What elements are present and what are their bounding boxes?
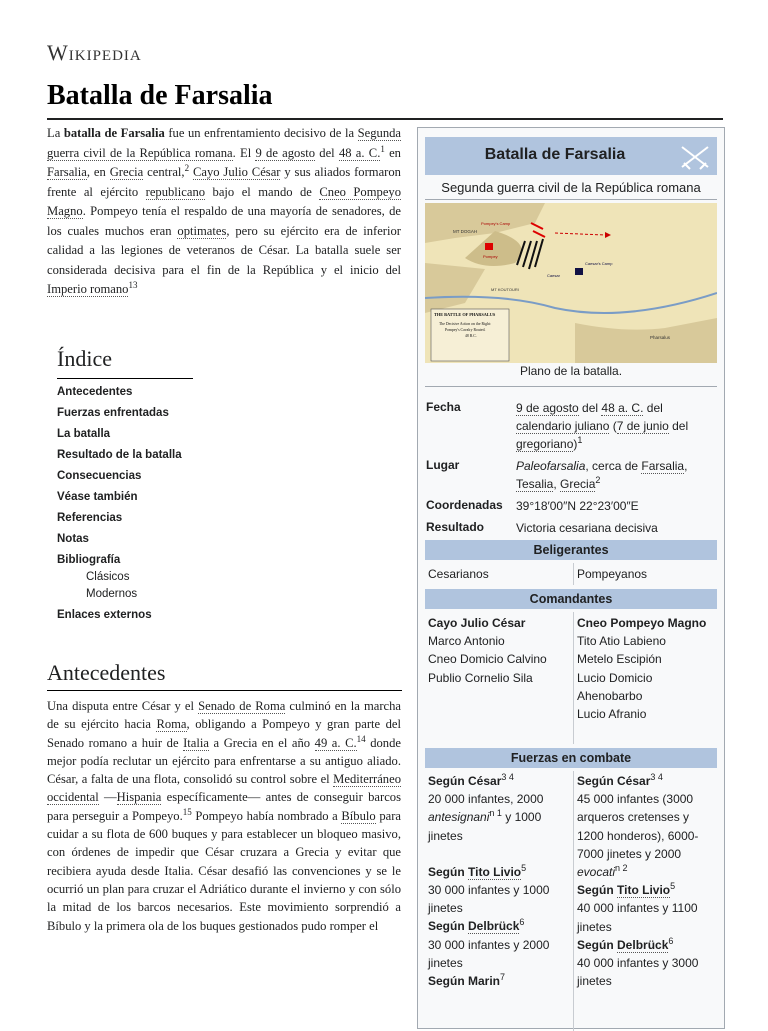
link-fecha-48-ac[interactable]: 48 a. C. [601,401,644,415]
comandante-domicio-calvino[interactable]: Cneo Domicio Calvino [428,652,547,667]
page-title: Batalla de Farsalia [47,80,273,111]
comandantes-right [577,614,717,723]
link-delbruck-right[interactable]: Delbrück [617,937,669,952]
ref-5-right[interactable]: 5 [670,881,676,892]
toc-item-enlaces-externos[interactable]: Enlaces externos [57,609,152,621]
ref-13[interactable]: 13 [128,279,138,290]
link-9-agosto[interactable]: 9 de agosto [255,145,316,160]
ref-1[interactable]: 1 [380,143,385,154]
crossed-swords-icon [679,141,711,171]
link-grecia[interactable]: Grecia [109,165,144,179]
comandante-escipion[interactable]: Metelo Escipión [577,652,662,667]
fuerzas-header: Fuerzas en combate [425,748,717,768]
link-mediterraneo[interactable]: Mediterráneo occidental [47,772,401,805]
link-cneo-pompeyo[interactable]: Cneo Pompeyo Magno [47,184,402,218]
link-48-ac[interactable]: 48 a. C. [338,145,381,160]
toc-title: Índice [57,346,112,371]
link-segunda-guerra-civil[interactable]: Segunda guerra civil de la República romana [47,126,401,160]
toc-subitem-clasicos[interactable]: Clásicos [86,571,130,583]
comandante-cesar[interactable]: Cayo Julio César [428,616,526,630]
comandantes-header: Comandantes [425,589,717,609]
toc-item-bibliografia[interactable]: Bibliografía [57,554,121,566]
note-n2[interactable]: n 2 [615,863,628,874]
link-lugar-farsalia[interactable]: Farsalia [641,459,685,473]
map-caesar-camp-marker [575,268,583,275]
link-republicano[interactable]: republicano [145,184,206,199]
section-title-antecedentes: Antecedentes [47,660,166,685]
fecha-label: Fecha [426,400,461,414]
infobox-divider [425,386,717,387]
infobox-subtitle[interactable]: Segunda guerra civil de la República romana [425,180,717,200]
column-separator [573,563,574,585]
lugar-label: Lugar [426,458,460,472]
fuerzas-right: Según César$^{3 4}$ 45 000 infantes (3000 arqueros cretenses y 1200 honderos), 6000-7000 jinetes y 2000 evocati$^{n 2}$ Según Tito Livio$^5$ 40 000 infantes y 1100 jinetes Según Delbrück$^6$ 40 000 infantes y 3000 jinetes [577,772,699,989]
link-roma[interactable]: Roma [156,717,187,732]
column-separator [573,612,574,744]
toc-item-referencias[interactable]: Referencias [57,512,123,524]
toc-item-la-batalla[interactable]: La batalla [57,428,111,440]
map-pompey-camp-marker [485,243,493,250]
link-cayo-julio-cesar[interactable]: Cayo Julio César [192,165,281,179]
link-delbruck[interactable]: Delbrück [468,919,520,934]
coordenadas-value[interactable]: 39°18′00″N 22°23′00″E [516,499,639,513]
comandante-labieno[interactable]: Tito Atio Labieno [577,634,666,649]
comandante-cornelio-sila[interactable]: Publio Cornelio Sila [428,670,533,685]
beligerantes-header: Beligerantes [425,540,717,560]
fecha-value: 9 de agosto del 48 a. C. del calendario juliano (7 de junio del gregoriano)$^1$ [516,401,689,451]
toc-item-consecuencias[interactable]: Consecuencias [57,470,142,482]
map-legend-title: THE BATTLE OF PHARSALUS [434,312,496,317]
ref-3-4-right[interactable]: 3 4 [650,772,663,782]
link-bibulo[interactable]: Bíbulo [341,808,376,823]
toc-item-vease-tambien[interactable]: Véase también [57,491,138,503]
toc-item-resultado[interactable]: Resultado de la batalla [57,449,182,461]
link-tito-livio-right[interactable]: Tito Livio [617,883,671,898]
link-49-ac[interactable]: 49 a. C. [314,735,357,750]
wikipedia-logo[interactable]: Wikipedia [47,40,142,65]
link-tesalia[interactable]: Tesalia [516,477,554,491]
table-of-contents [57,384,182,628]
ref-14[interactable]: 14 [356,733,366,744]
link-farsalia[interactable]: Farsalia [47,165,87,179]
toc-divider [57,378,193,379]
ref-7[interactable]: 7 [500,972,506,983]
map-label-mt-dogah: MT DOGAH [453,229,478,234]
comandante-pompeyo[interactable]: Cneo Pompeyo Magno [577,616,707,630]
infobox-title: Batalla de Farsalia [484,146,626,163]
battle-map[interactable] [425,203,717,363]
antecedentes-paragraph: Una disputa entre César y el Senado de Roma culminó en la marcha de su ejército hacia Roma, obligando a Pompeyo y gran parte del Senado romano a huir de Italia a Grecia en el año 49 a. C.$^{14}$ donde mejor podía reclutar un ejército para enfrentarse a su antiguo aliado. César, a falta de una flota, consolidó su control sobre el Mediterráneo occidental —Hispania específicamente— antes de conseguir barcos para perseguir a Pompeyo.$^{15}$ Pompeyo había nombrado a Bíbulo para cuidar a su flota de 600 buques y para establecer un bloqueo masivo, con órdenes de impedir que César cruzara a Grecia y evitar que recibiera ayuda desde Italia. César desafió las convenciones y se le ocurrió un plan para cruzar el Adriático durante el invierno y con sólo la mitad de los barcos necesarios. Este movimiento sorprendió a Bíbulo y la primera ola de los buques gestionados pudo romper el [47,699,401,933]
comandantes-left [428,614,568,687]
map-label-caesar-camp: Caesar's Camp [585,261,613,266]
link-tito-livio[interactable]: Tito Livio [468,864,522,879]
link-hispania[interactable]: Hispania [116,790,162,805]
link-senado-roma[interactable]: Senado de Roma [198,699,286,713]
link-italia[interactable]: Italia [183,735,209,750]
link-fecha-9-agosto[interactable]: 9 de agosto [516,401,579,415]
fuerzas-left: Según César$^{3 4}$ 20 000 infantes, 2000 antesignani$^{n 1}$ y 1000 jinetes Según Tito Livio$^5$ 30 000 infantes y 1000 jinetes Según Delbrück$^6$ 30 000 infantes y 2000 jinetes Según Marin$^7$ [428,772,550,989]
ref-3-4[interactable]: 3 4 [501,772,514,782]
ref-fecha-1[interactable]: 1 [577,435,583,445]
toc-item-notas[interactable]: Notas [57,533,89,545]
section-divider [47,690,402,691]
infobox-header [425,137,717,175]
comandante-marco-antonio[interactable]: Marco Antonio [428,634,505,649]
map-legend-line1: The Decisive Action on the Right: [439,322,491,326]
ref-2[interactable]: 2 [184,162,190,173]
map-legend-line2: Pompey's Cavalry Routed. [445,328,486,332]
map-legend-line3: 48 B.C. [465,334,477,338]
toc-subitem-modernos[interactable]: Modernos [86,588,138,600]
ref-15[interactable]: 15 [182,806,192,817]
link-gregoriano[interactable]: gregoriano [516,437,574,451]
link-lugar-grecia[interactable]: Grecia [560,477,596,491]
coordenadas-label: Coordenadas [426,498,503,512]
intro-paragraph: La batalla de Farsalia fue un enfrentamiento decisivo de la Segunda guerra civil de la República romana. El 9 de agosto del 48 a. C.$^1$ en Farsalia, en Grecia central,$^2$ Cayo Julio César y sus aliados formaron frente al ejército republicano bajo el mando de Cneo Pompeyo Magno. Pompeyo tenía el respaldo de una mayoría de senadores, de los cuales muchos eran optimates, pero su ejército era de inferior calidad a las legiones de veteranos de César. La batalla suele ser considerada decisiva para el fin de la República y el inicio del Imperio romano$^{13}$ [47,126,402,296]
map-label-pharsalus: Pharsalus [650,335,671,340]
fuerza-label: Según César [428,774,502,788]
ref-5[interactable]: 5 [521,862,527,873]
column-separator [573,771,574,1031]
link-imperio-romano[interactable]: Imperio romano [47,282,129,296]
ref-6[interactable]: 6 [519,917,525,928]
link-7-junio[interactable]: 7 de junio [616,419,669,433]
map-label-caesar: Caesar [547,273,560,278]
ref-lugar-2[interactable]: 2 [595,475,601,485]
beligerante-cesarianos[interactable]: Cesarianos [428,567,489,581]
map-label-pompey-camp: Pompey's Camp [481,221,511,226]
title-divider [47,118,723,120]
beligerante-pompeyanos[interactable]: Pompeyanos [577,567,648,581]
comandante-afranio[interactable]: Lucio Afranio [577,707,647,722]
link-calendario-juliano[interactable]: calendario juliano [516,419,610,433]
resultado-value: Victoria cesariana decisiva [516,521,658,535]
note-n1[interactable]: n 1 [489,808,502,819]
ref-6-right[interactable]: 6 [668,935,674,946]
toc-item-fuerzas[interactable]: Fuerzas enfrentadas [57,407,169,419]
infobox [417,127,725,1029]
comandante-ahenobarbo[interactable]: Lucio Domicio Ahenobarbo [577,670,653,703]
resultado-label: Resultado [426,520,485,534]
map-label-mt-koutouri: MT KOUTOURI [491,287,519,292]
toc-item-antecedentes[interactable]: Antecedentes [57,386,133,398]
lugar-value: Paleofarsalia, cerca de Farsalia, Tesalia, Grecia$^2$ [516,459,688,491]
map-caption: Plano de la batalla. [519,364,623,378]
map-label-pompey: Pompey [483,254,498,259]
link-optimates[interactable]: optimates [177,223,227,238]
